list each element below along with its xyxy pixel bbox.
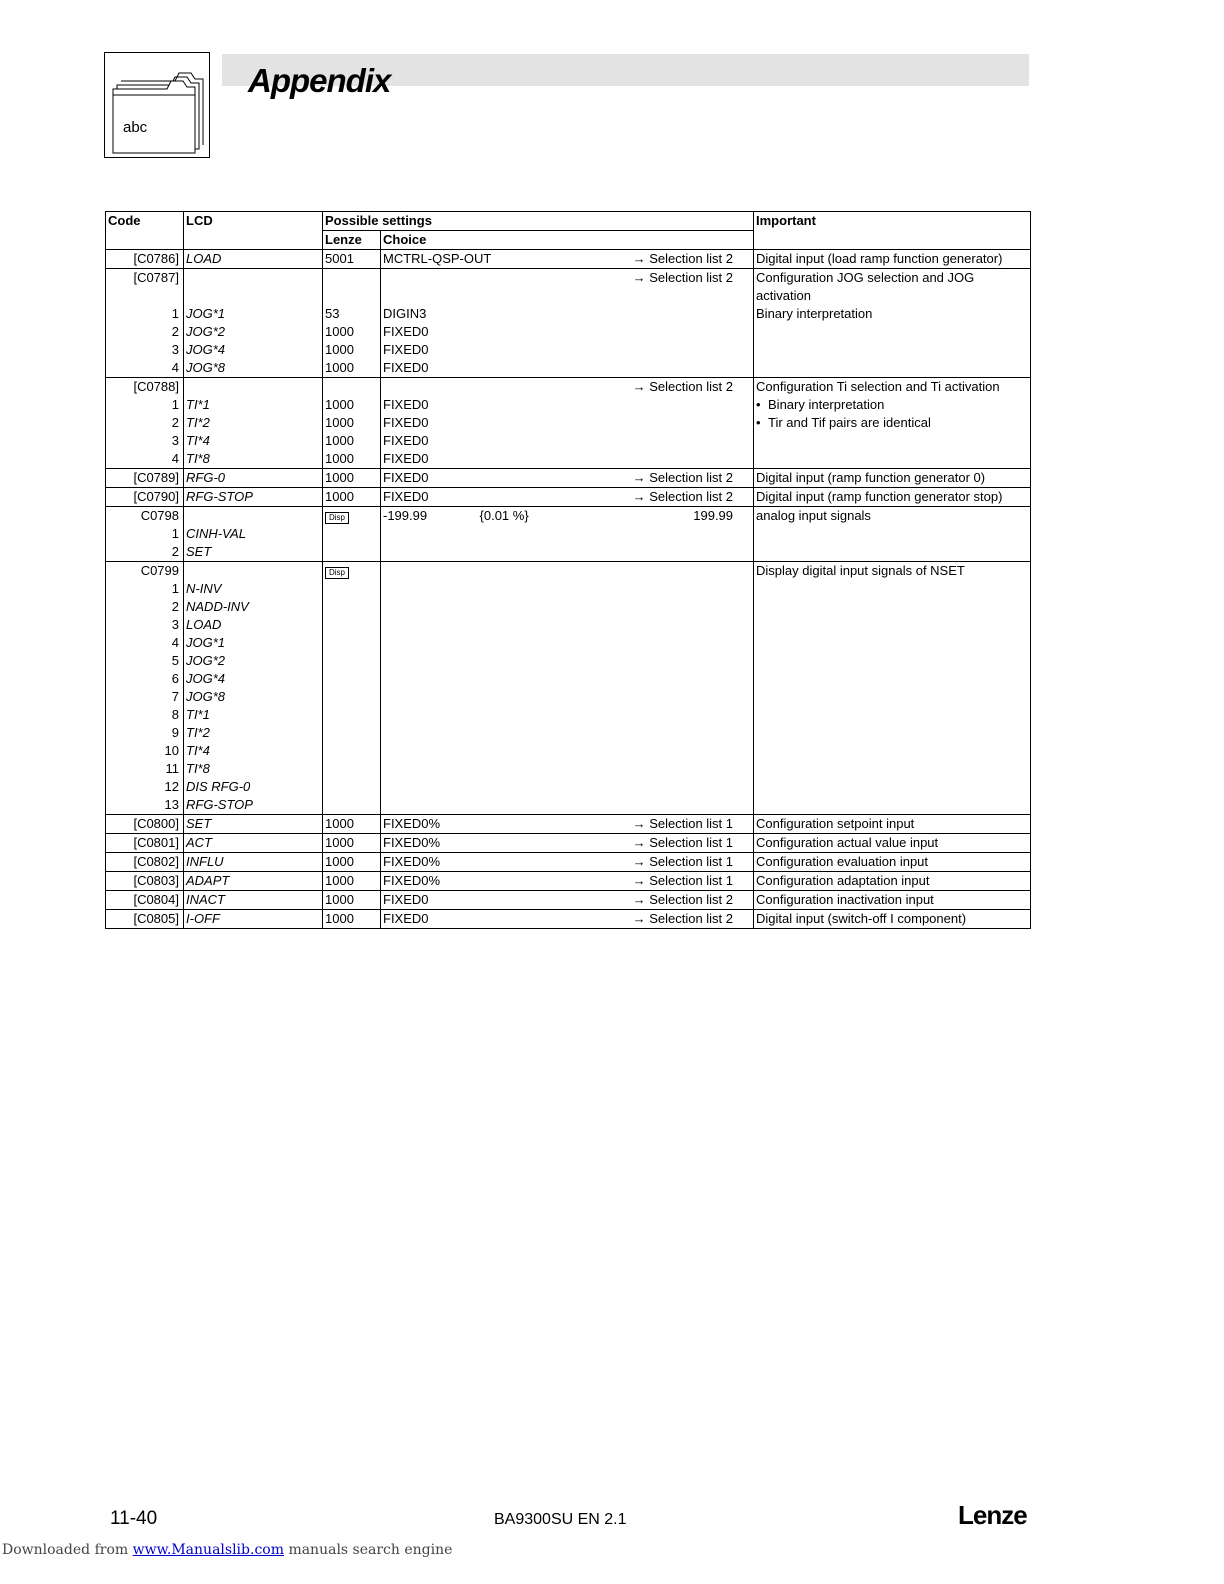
code-table — [105, 211, 1031, 929]
lcd-cell: TI*2 — [184, 414, 323, 432]
choice-cell — [381, 724, 754, 742]
code-cell: 2 — [106, 414, 184, 432]
table-row — [106, 305, 1031, 323]
important-cell: Configuration Ti selection and Ti activation — [754, 378, 1031, 397]
code-cell: [C0802] — [106, 853, 184, 872]
choice-value: FIXED0 — [383, 451, 429, 466]
table-row — [106, 634, 1031, 652]
lcd-cell — [184, 378, 323, 397]
important-cell — [754, 670, 1031, 688]
choice-cell — [381, 688, 754, 706]
lenze-cell — [323, 507, 381, 526]
lenze-cell — [323, 796, 381, 815]
table-row — [106, 323, 1031, 341]
table-row — [106, 414, 1031, 432]
choice-value: FIXED0% — [383, 816, 441, 831]
page-title: Appendix — [248, 62, 391, 99]
table-row — [106, 853, 1031, 872]
lcd-cell: I-OFF — [184, 910, 323, 929]
lcd-cell: TI*4 — [184, 432, 323, 450]
lcd-cell: INACT — [184, 891, 323, 910]
table-row — [106, 778, 1031, 796]
code-cell: 3 — [106, 432, 184, 450]
lcd-cell: JOG*4 — [184, 341, 323, 359]
lcd-cell: DIS RFG-0 — [184, 778, 323, 796]
lenze-cell: 1000 — [323, 359, 381, 378]
lcd-cell: JOG*1 — [184, 634, 323, 652]
code-cell: 1 — [106, 525, 184, 543]
lcd-cell: JOG*8 — [184, 359, 323, 378]
important-cell — [754, 323, 1031, 341]
choice-value: FIXED0 — [383, 470, 429, 485]
code-cell: 2 — [106, 598, 184, 616]
important-cell: analog input signals — [754, 507, 1031, 526]
lcd-cell: RFG-STOP — [184, 796, 323, 815]
lcd-cell: ADAPT — [184, 872, 323, 891]
important-cell — [754, 580, 1031, 598]
lenze-cell — [323, 580, 381, 598]
choice-cell — [381, 507, 754, 526]
choice-value: MCTRL-QSP-OUT — [383, 251, 492, 266]
lcd-cell: CINH-VAL — [184, 525, 323, 543]
selection-list-ref: → Selection list 1 — [632, 854, 734, 869]
choice-cell — [381, 562, 754, 581]
col-lenze-header: Lenze — [323, 231, 381, 250]
choice-cell — [381, 250, 754, 269]
choice-cell — [381, 378, 754, 397]
doc-id: BA9300SU EN 2.1 — [494, 1511, 627, 1528]
selection-list-ref: → Selection list 2 — [632, 892, 734, 907]
important-cell: • Tir and Tif pairs are identical — [754, 414, 1031, 432]
table-row — [106, 507, 1031, 526]
choice-cell — [381, 742, 754, 760]
important-cell — [754, 724, 1031, 742]
code-cell: 4 — [106, 359, 184, 378]
important-cell — [754, 525, 1031, 543]
table-row — [106, 891, 1031, 910]
lenze-cell: 1000 — [323, 891, 381, 910]
table-row — [106, 688, 1031, 706]
table-row — [106, 760, 1031, 778]
lcd-cell: ACT — [184, 834, 323, 853]
max-value: 199.99 — [693, 508, 734, 523]
important-cell: Digital input (load ramp function generator) — [754, 250, 1031, 269]
lenze-cell: 53 — [323, 305, 381, 323]
choice-cell — [381, 706, 754, 724]
col-code-header: Code — [106, 212, 184, 231]
brand-logo: Lenze — [958, 1500, 1027, 1530]
important-cell: Binary interpretation — [754, 305, 1031, 323]
lcd-cell: NADD-INV — [184, 598, 323, 616]
lcd-cell: SET — [184, 815, 323, 834]
selection-list-ref: → Selection list 2 — [632, 251, 734, 266]
choice-cell — [381, 323, 754, 341]
important-cell: Configuration setpoint input — [754, 815, 1031, 834]
table-row — [106, 250, 1031, 269]
table-row — [106, 525, 1031, 543]
table-row — [106, 378, 1031, 397]
lenze-cell — [323, 616, 381, 634]
lcd-cell: LOAD — [184, 250, 323, 269]
table-row — [106, 670, 1031, 688]
choice-value: FIXED0 — [383, 433, 429, 448]
important-cell — [754, 760, 1031, 778]
lenze-cell: 1000 — [323, 432, 381, 450]
page-number: 11-40 — [110, 1508, 158, 1529]
important-cell: Configuration inactivation input — [754, 891, 1031, 910]
choice-cell — [381, 891, 754, 910]
table-row — [106, 872, 1031, 891]
choice-value: FIXED0% — [383, 873, 441, 888]
important-cell — [754, 742, 1031, 760]
lcd-cell — [184, 507, 323, 526]
code-cell: [C0787] — [106, 269, 184, 306]
lenze-cell: 1000 — [323, 834, 381, 853]
selection-list-ref: → Selection list 2 — [632, 270, 734, 285]
lenze-cell — [323, 598, 381, 616]
lenze-cell: 1000 — [323, 910, 381, 929]
important-cell: • Binary interpretation — [754, 396, 1031, 414]
code-cell: 11 — [106, 760, 184, 778]
code-cell: [C0803] — [106, 872, 184, 891]
code-cell: 1 — [106, 396, 184, 414]
code-cell: 3 — [106, 616, 184, 634]
table-row — [106, 359, 1031, 378]
code-cell: [C0786] — [106, 250, 184, 269]
lcd-cell: JOG*2 — [184, 323, 323, 341]
code-cell: [C0804] — [106, 891, 184, 910]
table-row — [106, 815, 1031, 834]
code-cell: 5 — [106, 652, 184, 670]
table-row — [106, 834, 1031, 853]
code-cell: [C0801] — [106, 834, 184, 853]
table-row — [106, 562, 1031, 581]
choice-cell — [381, 670, 754, 688]
code-cell: 4 — [106, 634, 184, 652]
lcd-cell — [184, 562, 323, 581]
lcd-cell — [184, 269, 323, 306]
lcd-cell: TI*2 — [184, 724, 323, 742]
code-cell: 6 — [106, 670, 184, 688]
table-row — [106, 488, 1031, 507]
choice-cell — [381, 269, 754, 306]
lenze-cell: 1000 — [323, 323, 381, 341]
lcd-cell: TI*8 — [184, 760, 323, 778]
code-cell: 3 — [106, 341, 184, 359]
choice-value: -199.99 — [383, 508, 428, 523]
important-cell — [754, 634, 1031, 652]
code-cell: [C0788] — [106, 378, 184, 397]
folder-icon — [105, 53, 209, 157]
code-cell: [C0790] — [106, 488, 184, 507]
lcd-cell: RFG-STOP — [184, 488, 323, 507]
lenze-cell — [323, 778, 381, 796]
col-choice-header: Choice — [381, 231, 754, 250]
important-cell — [754, 359, 1031, 378]
important-cell — [754, 688, 1031, 706]
table-row — [106, 269, 1031, 306]
code-cell: 10 — [106, 742, 184, 760]
important-cell — [754, 341, 1031, 359]
code-cell: [C0789] — [106, 469, 184, 488]
choice-cell — [381, 834, 754, 853]
lcd-cell: JOG*8 — [184, 688, 323, 706]
download-note: Downloaded from www.Manualslib.com manuals search engine — [2, 1542, 453, 1558]
choice-value: FIXED0 — [383, 489, 429, 504]
important-cell: Digital input (switch-off I component) — [754, 910, 1031, 929]
important-cell: Configuration actual value input — [754, 834, 1031, 853]
choice-value: FIXED0 — [383, 360, 429, 375]
lcd-cell: LOAD — [184, 616, 323, 634]
col-important-header: Important — [754, 212, 1031, 231]
choice-cell — [381, 853, 754, 872]
choice-cell — [381, 396, 754, 414]
lenze-cell: 1000 — [323, 396, 381, 414]
choice-value: FIXED0 — [383, 892, 429, 907]
lenze-cell — [323, 543, 381, 562]
table-row — [106, 910, 1031, 929]
choice-cell — [381, 525, 754, 543]
lcd-cell: TI*8 — [184, 450, 323, 469]
selection-list-ref: → Selection list 1 — [632, 873, 734, 888]
col-possible-header: Possible settings — [325, 213, 432, 228]
choice-value: FIXED0% — [383, 835, 441, 850]
display-only-badge: Disp — [325, 512, 349, 524]
choice-value: DIGIN3 — [383, 306, 427, 321]
lcd-cell: INFLU — [184, 853, 323, 872]
lenze-cell — [323, 562, 381, 581]
code-cell: 4 — [106, 450, 184, 469]
lenze-cell: 1000 — [323, 450, 381, 469]
lcd-cell: SET — [184, 543, 323, 562]
lenze-cell: 1000 — [323, 488, 381, 507]
choice-value: FIXED0 — [383, 324, 429, 339]
table-row — [106, 469, 1031, 488]
chapter-icon-box — [104, 52, 210, 158]
choice-cell — [381, 543, 754, 562]
lenze-cell — [323, 742, 381, 760]
choice-cell — [381, 910, 754, 929]
code-cell: 13 — [106, 796, 184, 815]
lenze-cell: 1000 — [323, 872, 381, 891]
lenze-cell — [323, 634, 381, 652]
choice-value: FIXED0 — [383, 342, 429, 357]
important-cell — [754, 778, 1031, 796]
important-cell: Configuration evaluation input — [754, 853, 1031, 872]
selection-list-ref: → Selection list 2 — [632, 911, 734, 926]
table-row — [106, 580, 1031, 598]
choice-value: FIXED0 — [383, 415, 429, 430]
lcd-cell: JOG*4 — [184, 670, 323, 688]
lenze-cell: 1000 — [323, 341, 381, 359]
table-row — [106, 724, 1031, 742]
lenze-cell — [323, 269, 381, 306]
selection-list-ref: → Selection list 1 — [632, 835, 734, 850]
table-row — [106, 598, 1031, 616]
code-cell: 2 — [106, 543, 184, 562]
lenze-cell — [323, 688, 381, 706]
code-cell: 9 — [106, 724, 184, 742]
display-only-badge: Disp — [325, 567, 349, 579]
code-cell: 1 — [106, 580, 184, 598]
table-row — [106, 796, 1031, 815]
selection-list-ref: → Selection list 2 — [632, 489, 734, 504]
choice-cell — [381, 450, 754, 469]
selection-list-ref: → Selection list 1 — [632, 816, 734, 831]
selection-list-ref: → Selection list 2 — [632, 470, 734, 485]
code-cell: C0799 — [106, 562, 184, 581]
lenze-cell — [323, 525, 381, 543]
code-cell: C0798 — [106, 507, 184, 526]
important-cell — [754, 652, 1031, 670]
choice-value: FIXED0 — [383, 911, 429, 926]
code-cell: 1 — [106, 305, 184, 323]
choice-cell — [381, 488, 754, 507]
lenze-cell: 1000 — [323, 469, 381, 488]
manualslib-link[interactable]: www.Manualslib.com — [132, 1542, 284, 1558]
lcd-cell: N-INV — [184, 580, 323, 598]
code-cell: 8 — [106, 706, 184, 724]
lcd-cell: JOG*1 — [184, 305, 323, 323]
table-row — [106, 616, 1031, 634]
lcd-cell: TI*4 — [184, 742, 323, 760]
table-row — [106, 396, 1031, 414]
choice-cell — [381, 469, 754, 488]
table-row — [106, 432, 1031, 450]
choice-cell — [381, 796, 754, 815]
table-row — [106, 450, 1031, 469]
lcd-cell: TI*1 — [184, 706, 323, 724]
choice-cell — [381, 432, 754, 450]
lenze-cell — [323, 724, 381, 742]
choice-cell — [381, 305, 754, 323]
lenze-cell: 1000 — [323, 815, 381, 834]
table-row — [106, 341, 1031, 359]
choice-cell — [381, 359, 754, 378]
lenze-cell — [323, 706, 381, 724]
table-row — [106, 706, 1031, 724]
important-cell — [754, 616, 1031, 634]
important-cell — [754, 432, 1031, 450]
choice-cell — [381, 652, 754, 670]
lenze-cell: 5001 — [323, 250, 381, 269]
choice-value: FIXED0% — [383, 854, 441, 869]
step-value: {0.01 %} — [479, 508, 529, 523]
important-cell: Configuration adaptation input — [754, 872, 1031, 891]
choice-cell — [381, 414, 754, 432]
choice-cell — [381, 580, 754, 598]
important-cell: Digital input (ramp function generator stop) — [754, 488, 1031, 507]
chapter-icon-label: abc — [123, 119, 148, 136]
code-cell: 2 — [106, 323, 184, 341]
table-row — [106, 742, 1031, 760]
important-cell: Display digital input signals of NSET — [754, 562, 1031, 581]
code-cell: 7 — [106, 688, 184, 706]
lenze-cell — [323, 760, 381, 778]
selection-list-ref: → Selection list 2 — [632, 379, 734, 394]
lenze-cell — [323, 670, 381, 688]
code-cell: 12 — [106, 778, 184, 796]
important-cell — [754, 706, 1031, 724]
code-cell: [C0805] — [106, 910, 184, 929]
code-cell: [C0800] — [106, 815, 184, 834]
important-cell — [754, 450, 1031, 469]
important-cell — [754, 796, 1031, 815]
table-row — [106, 652, 1031, 670]
choice-cell — [381, 616, 754, 634]
lcd-cell: RFG-0 — [184, 469, 323, 488]
important-cell — [754, 543, 1031, 562]
choice-cell — [381, 872, 754, 891]
lcd-cell: TI*1 — [184, 396, 323, 414]
lcd-cell: JOG*2 — [184, 652, 323, 670]
choice-cell — [381, 598, 754, 616]
choice-value: FIXED0 — [383, 397, 429, 412]
important-cell: Digital input (ramp function generator 0) — [754, 469, 1031, 488]
important-cell: Configuration JOG selection and JOG activation — [754, 269, 1031, 306]
choice-cell — [381, 778, 754, 796]
choice-cell — [381, 341, 754, 359]
lenze-cell — [323, 652, 381, 670]
choice-cell — [381, 760, 754, 778]
choice-cell — [381, 815, 754, 834]
lenze-cell — [323, 378, 381, 397]
important-cell — [754, 598, 1031, 616]
table-row — [106, 543, 1031, 562]
col-lcd-header: LCD — [184, 212, 323, 231]
lenze-cell: 1000 — [323, 414, 381, 432]
lenze-cell: 1000 — [323, 853, 381, 872]
choice-cell — [381, 634, 754, 652]
